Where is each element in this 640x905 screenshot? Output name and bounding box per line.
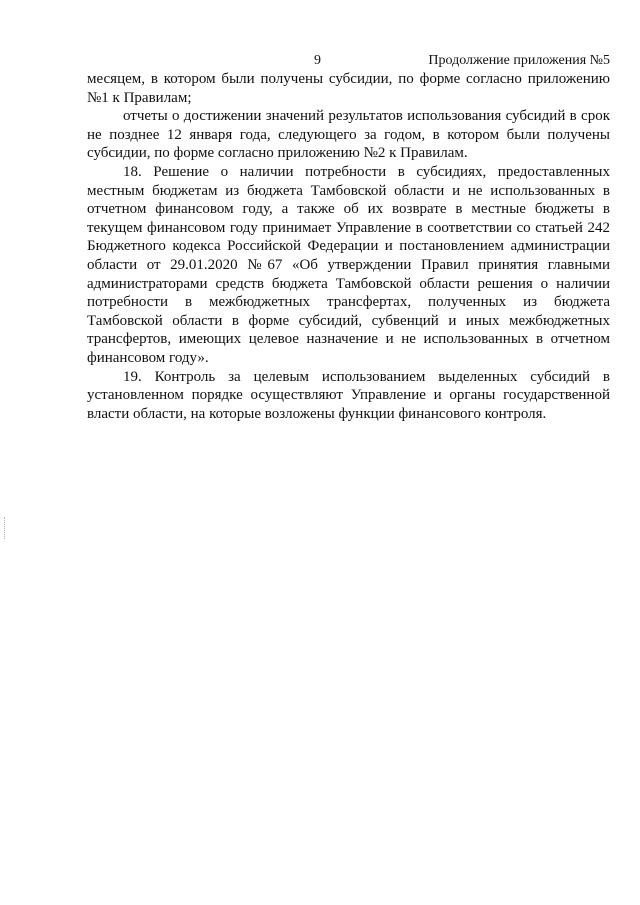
- document-body: [87, 70, 610, 423]
- paragraph-18: 18. Решение о наличии потребности в субсидиях, предоставленных местным бюджетам из бюджета Тамбовской области и не использованных в отчетном финансовом году, а также об их возврате в местные бюджеты в текущем финансовом году принимает Управление в соответствии со статьей 242 Бюджетного кодекса Российской Федерации и постановлением администрации области от 29.01.2020 №67 «Об утверждении Правил принятия главными администраторами средств бюджета Тамбовской области решения о наличии потребности в межбюджетных трансфертах, полученных из бюджета Тамбовской области в форме субсидий, субвенций и иных межбюджетных трансфертов, имеющих целевое назначение и не использованных в отчетном финансовом году».: [87, 163, 610, 366]
- paragraph-reports: отчеты о достижении значений результатов использования субсидий в срок не позднее 12 января года, следующего за годом, в котором были получены субсидии, по форме согласно приложению №2 к Правилам.: [87, 108, 610, 162]
- scan-edge-mark: [4, 517, 7, 539]
- paragraph-continuation: месяцем, в котором были получены субсидии, по форме согласно приложению №1 к Правилам;: [87, 71, 610, 106]
- page-number: 9: [314, 53, 321, 68]
- appendix-continuation-label: Продолжение приложения №5: [428, 53, 610, 68]
- paragraph-19: 19. Контроль за целевым использованием выделенных субсидий в установленном порядке осуществляют Управление и органы государственной власти области, на которые возложены функции финансового контроля.: [87, 368, 610, 422]
